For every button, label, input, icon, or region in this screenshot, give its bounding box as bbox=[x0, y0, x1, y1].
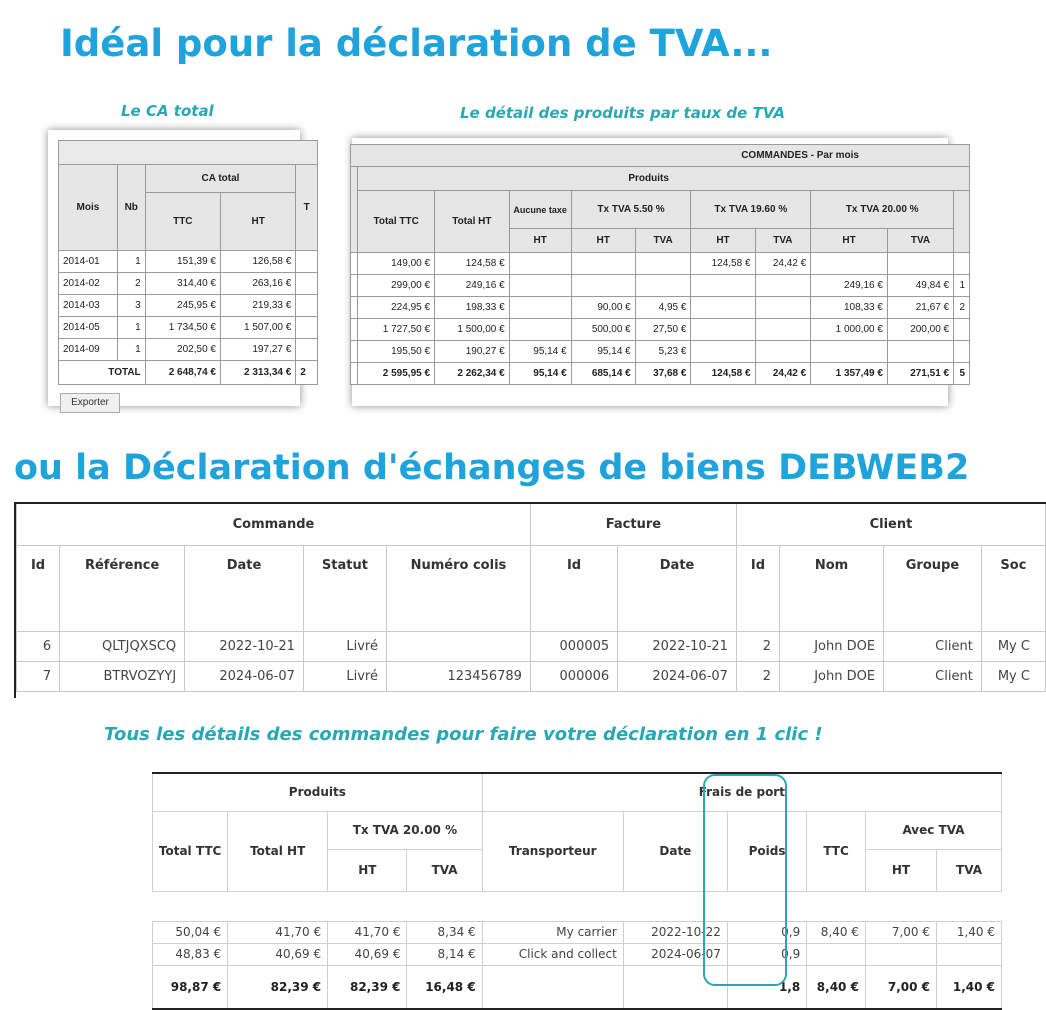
col-total-ttc: Total TTC bbox=[358, 191, 435, 253]
table-cell: 2022-10-22 bbox=[623, 921, 727, 943]
table-cell: Client bbox=[884, 631, 982, 661]
col-ttc: TTC bbox=[807, 811, 866, 891]
table-cell: 299,00 € bbox=[358, 275, 435, 297]
table-cell: 98,87 € bbox=[153, 965, 228, 1009]
table-cell: 271,51 € bbox=[887, 363, 953, 385]
table-cell: 40,69 € bbox=[228, 943, 328, 965]
col-tva-20: Tx TVA 20.00 % bbox=[811, 191, 954, 229]
table-cell: 124,58 € bbox=[691, 363, 755, 385]
sub-ht: HT bbox=[571, 229, 635, 253]
grp-commande: Commande bbox=[17, 503, 531, 545]
table-cell bbox=[691, 341, 755, 363]
table-cell: 2022-10-21 bbox=[185, 631, 304, 661]
table-cell: 000005 bbox=[530, 631, 617, 661]
column-header: Nom bbox=[780, 545, 884, 631]
table-cell bbox=[755, 297, 811, 319]
table-row bbox=[351, 253, 970, 275]
table-cell: 6 bbox=[17, 631, 60, 661]
col-extra: T bbox=[296, 165, 318, 251]
table-cell: 0,9 bbox=[727, 943, 806, 965]
column-header: Groupe bbox=[884, 545, 982, 631]
table-cell bbox=[386, 631, 530, 661]
table-cell: 82,39 € bbox=[328, 965, 407, 1009]
table-cell: 95,14 € bbox=[509, 341, 571, 363]
table-cell: 90,00 € bbox=[571, 297, 635, 319]
table-cell: 0,9 bbox=[727, 921, 806, 943]
caption-detail-tva: Le détail des produits par taux de TVA bbox=[460, 104, 785, 122]
table-cell: 1,40 € bbox=[937, 921, 1002, 943]
grp-facture: Facture bbox=[530, 503, 736, 545]
col-mois: Mois bbox=[59, 165, 118, 251]
sub-tva: TVA bbox=[755, 229, 811, 253]
column-header: Référence bbox=[60, 545, 185, 631]
table-cell: 123456789 bbox=[386, 661, 530, 691]
table-cell bbox=[887, 341, 953, 363]
table-cell bbox=[509, 275, 571, 297]
table-cell: 149,00 € bbox=[358, 253, 435, 275]
table-row bbox=[351, 297, 970, 319]
table-cell: My C bbox=[981, 661, 1045, 691]
table-cell: 2024-06-07 bbox=[618, 661, 737, 691]
table-cell: 49,84 € bbox=[887, 275, 953, 297]
column-header: Soc bbox=[981, 545, 1045, 631]
table-row: 2014-09 1 202,50 € 197,27 € bbox=[59, 339, 318, 361]
table-cell: 41,70 € bbox=[328, 921, 407, 943]
table-cell: 21,67 € bbox=[887, 297, 953, 319]
detail-tva-panel bbox=[352, 138, 965, 406]
col-ht: HT bbox=[220, 193, 295, 251]
table-row bbox=[17, 661, 1046, 691]
caption-bottom: Tous les détails des commandes pour faire votre déclaration en 1 clic ! bbox=[104, 724, 823, 745]
sub-ht: HT bbox=[811, 229, 888, 253]
table-row bbox=[351, 319, 970, 341]
table-cell: 8,34 € bbox=[407, 921, 482, 943]
column-header: Date bbox=[618, 545, 737, 631]
table-cell: 24,42 € bbox=[755, 363, 811, 385]
table-cell: 2024-06-07 bbox=[185, 661, 304, 691]
table-cell bbox=[937, 943, 1002, 965]
table-cell bbox=[954, 319, 970, 341]
col-aucune-taxe: Aucune taxe bbox=[509, 191, 571, 229]
table-cell bbox=[807, 943, 866, 965]
table-cell bbox=[887, 253, 953, 275]
col-ttc: TTC bbox=[145, 193, 220, 251]
caption-ca-total: Le CA total bbox=[121, 102, 214, 120]
table-cell: 190,27 € bbox=[435, 341, 510, 363]
col-tva-5-50: Tx TVA 5.50 % bbox=[571, 191, 691, 229]
column-header: Id bbox=[17, 545, 60, 631]
col-avec-tva: Avec TVA bbox=[865, 811, 1001, 849]
table-cell: 48,83 € bbox=[153, 943, 228, 965]
table-cell bbox=[482, 965, 623, 1009]
table-row bbox=[17, 631, 1046, 661]
table-cell bbox=[954, 341, 970, 363]
table-cell: 7 bbox=[17, 661, 60, 691]
table-row bbox=[153, 943, 1002, 965]
table-cell: 2 bbox=[954, 297, 970, 319]
table-cell: 5 bbox=[954, 363, 970, 385]
ca-total-group-header: CA total bbox=[145, 165, 296, 193]
table-cell: 2 bbox=[736, 631, 779, 661]
table-cell: Click and collect bbox=[482, 943, 623, 965]
table-cell: 8,14 € bbox=[407, 943, 482, 965]
table-cell: 1 727,50 € bbox=[358, 319, 435, 341]
table-cell bbox=[755, 319, 811, 341]
deb-table bbox=[16, 502, 1046, 692]
table-cell: 24,42 € bbox=[755, 253, 811, 275]
table-cell: 108,33 € bbox=[811, 297, 888, 319]
table-cell bbox=[571, 275, 635, 297]
table-row: 2014-01 1 151,39 € 126,58 € bbox=[59, 251, 318, 273]
table-cell bbox=[509, 297, 571, 319]
table-cell: 195,50 € bbox=[358, 341, 435, 363]
table-cell bbox=[509, 319, 571, 341]
table-cell: 16,48 € bbox=[407, 965, 482, 1009]
table-cell: 124,58 € bbox=[435, 253, 510, 275]
poids-highlight bbox=[703, 774, 787, 986]
main-heading: Idéal pour la déclaration de TVA... bbox=[60, 22, 773, 65]
table-cell bbox=[691, 297, 755, 319]
table-row bbox=[351, 341, 970, 363]
ca-total-panel bbox=[48, 130, 310, 408]
table-cell bbox=[811, 341, 888, 363]
table-cell bbox=[865, 943, 936, 965]
table-cell: 224,95 € bbox=[358, 297, 435, 319]
table-cell: 198,33 € bbox=[435, 297, 510, 319]
col-tva-19-60: Tx TVA 19.60 % bbox=[691, 191, 811, 229]
total-row: TOTAL 2 648,74 € 2 313,34 € 2 bbox=[59, 361, 318, 385]
table-cell: 2024-06-07 bbox=[623, 943, 727, 965]
commandes-title: COMMANDES - Par mois bbox=[351, 145, 970, 167]
table-cell: John DOE bbox=[780, 631, 884, 661]
table-cell: 1 500,00 € bbox=[435, 319, 510, 341]
table-cell: 27,50 € bbox=[635, 319, 691, 341]
table-cell: 000006 bbox=[530, 661, 617, 691]
table-cell: My carrier bbox=[482, 921, 623, 943]
table-cell bbox=[755, 275, 811, 297]
table-cell: QLTJQXSCQ bbox=[60, 631, 185, 661]
export-button-label: Exporter bbox=[71, 397, 109, 408]
table-cell: 37,68 € bbox=[635, 363, 691, 385]
column-header: Statut bbox=[303, 545, 386, 631]
table-cell: 1 000,00 € bbox=[811, 319, 888, 341]
col-date: Date bbox=[623, 811, 727, 891]
sub-tva: TVA bbox=[887, 229, 953, 253]
table-cell: 50,04 € bbox=[153, 921, 228, 943]
table-cell bbox=[811, 253, 888, 275]
export-button[interactable] bbox=[60, 393, 120, 413]
table-cell: 249,16 € bbox=[435, 275, 510, 297]
col-transporteur: Transporteur bbox=[482, 811, 623, 891]
sub-ht: HT bbox=[865, 849, 936, 891]
table-cell: 1,8 bbox=[727, 965, 806, 1009]
col-nb: Nb bbox=[117, 165, 145, 251]
sub-ht: HT bbox=[509, 229, 571, 253]
column-header: Id bbox=[736, 545, 779, 631]
col-total-ht: Total HT bbox=[228, 811, 328, 891]
table-cell bbox=[635, 275, 691, 297]
deb-table-wrap bbox=[14, 502, 1030, 698]
table-cell bbox=[509, 253, 571, 275]
col-total-ht: Total HT bbox=[435, 191, 510, 253]
table-cell: My C bbox=[981, 631, 1045, 661]
frais-table bbox=[152, 772, 1002, 1010]
table-cell: 249,16 € bbox=[811, 275, 888, 297]
table-cell: 200,00 € bbox=[887, 319, 953, 341]
deb-heading: ou la Déclaration d'échanges de biens DEBWEB2 bbox=[14, 448, 970, 488]
sub-ht: HT bbox=[691, 229, 755, 253]
table-cell: 2 595,95 € bbox=[358, 363, 435, 385]
table-row: 2014-05 1 1 734,50 € 1 507,00 € bbox=[59, 317, 318, 339]
table-cell: 1 357,49 € bbox=[811, 363, 888, 385]
table-cell: 2022-10-21 bbox=[618, 631, 737, 661]
table-cell: 82,39 € bbox=[228, 965, 328, 1009]
sub-tva: TVA bbox=[407, 849, 482, 891]
table-row: 2014-03 3 245,95 € 219,33 € bbox=[59, 295, 318, 317]
sub-tva: TVA bbox=[635, 229, 691, 253]
sub-tva: TVA bbox=[937, 849, 1002, 891]
sub-ht: HT bbox=[328, 849, 407, 891]
table-cell: 41,70 € bbox=[228, 921, 328, 943]
ca-total-table bbox=[58, 140, 318, 385]
table-cell: 7,00 € bbox=[865, 965, 936, 1009]
table-cell: Livré bbox=[303, 631, 386, 661]
table-cell bbox=[691, 319, 755, 341]
grp-produits: Produits bbox=[153, 773, 483, 811]
table-cell: Livré bbox=[303, 661, 386, 691]
table-cell: 8,40 € bbox=[807, 921, 866, 943]
total-row bbox=[351, 363, 970, 385]
column-header: Numéro colis bbox=[386, 545, 530, 631]
table-cell: 2 262,34 € bbox=[435, 363, 510, 385]
grp-client: Client bbox=[736, 503, 1045, 545]
grp-frais-de-port: Frais de port bbox=[482, 773, 1001, 811]
table-cell: 95,14 € bbox=[571, 341, 635, 363]
table-cell bbox=[691, 275, 755, 297]
column-header: Id bbox=[530, 545, 617, 631]
table-cell: 685,14 € bbox=[571, 363, 635, 385]
col-poids: Poids bbox=[727, 811, 806, 891]
frais-table-wrap bbox=[152, 772, 995, 994]
produits-header: Produits bbox=[358, 167, 970, 191]
col-total-ttc: Total TTC bbox=[153, 811, 228, 891]
table-cell: 7,00 € bbox=[865, 921, 936, 943]
table-cell: 1 bbox=[954, 275, 970, 297]
table-cell: 500,00 € bbox=[571, 319, 635, 341]
table-row: 2014-02 2 314,40 € 263,16 € bbox=[59, 273, 318, 295]
table-cell: BTRVOZYYJ bbox=[60, 661, 185, 691]
table-cell: 2 bbox=[736, 661, 779, 691]
column-header: Date bbox=[185, 545, 304, 631]
table-cell: 4,95 € bbox=[635, 297, 691, 319]
table-row bbox=[153, 921, 1002, 943]
table-cell: 8,40 € bbox=[807, 965, 866, 1009]
table-cell bbox=[954, 253, 970, 275]
detail-tva-table bbox=[350, 144, 970, 385]
total-row bbox=[153, 965, 1002, 1009]
table-cell: 124,58 € bbox=[691, 253, 755, 275]
table-cell: 5,23 € bbox=[635, 341, 691, 363]
col-tva-20: Tx TVA 20.00 % bbox=[328, 811, 483, 849]
table-row bbox=[351, 275, 970, 297]
table-cell: Client bbox=[884, 661, 982, 691]
table-cell bbox=[635, 253, 691, 275]
table-cell: 1,40 € bbox=[937, 965, 1002, 1009]
table-cell: 40,69 € bbox=[328, 943, 407, 965]
table-cell bbox=[755, 341, 811, 363]
table-cell: John DOE bbox=[780, 661, 884, 691]
table-cell bbox=[571, 253, 635, 275]
table-cell: 95,14 € bbox=[509, 363, 571, 385]
